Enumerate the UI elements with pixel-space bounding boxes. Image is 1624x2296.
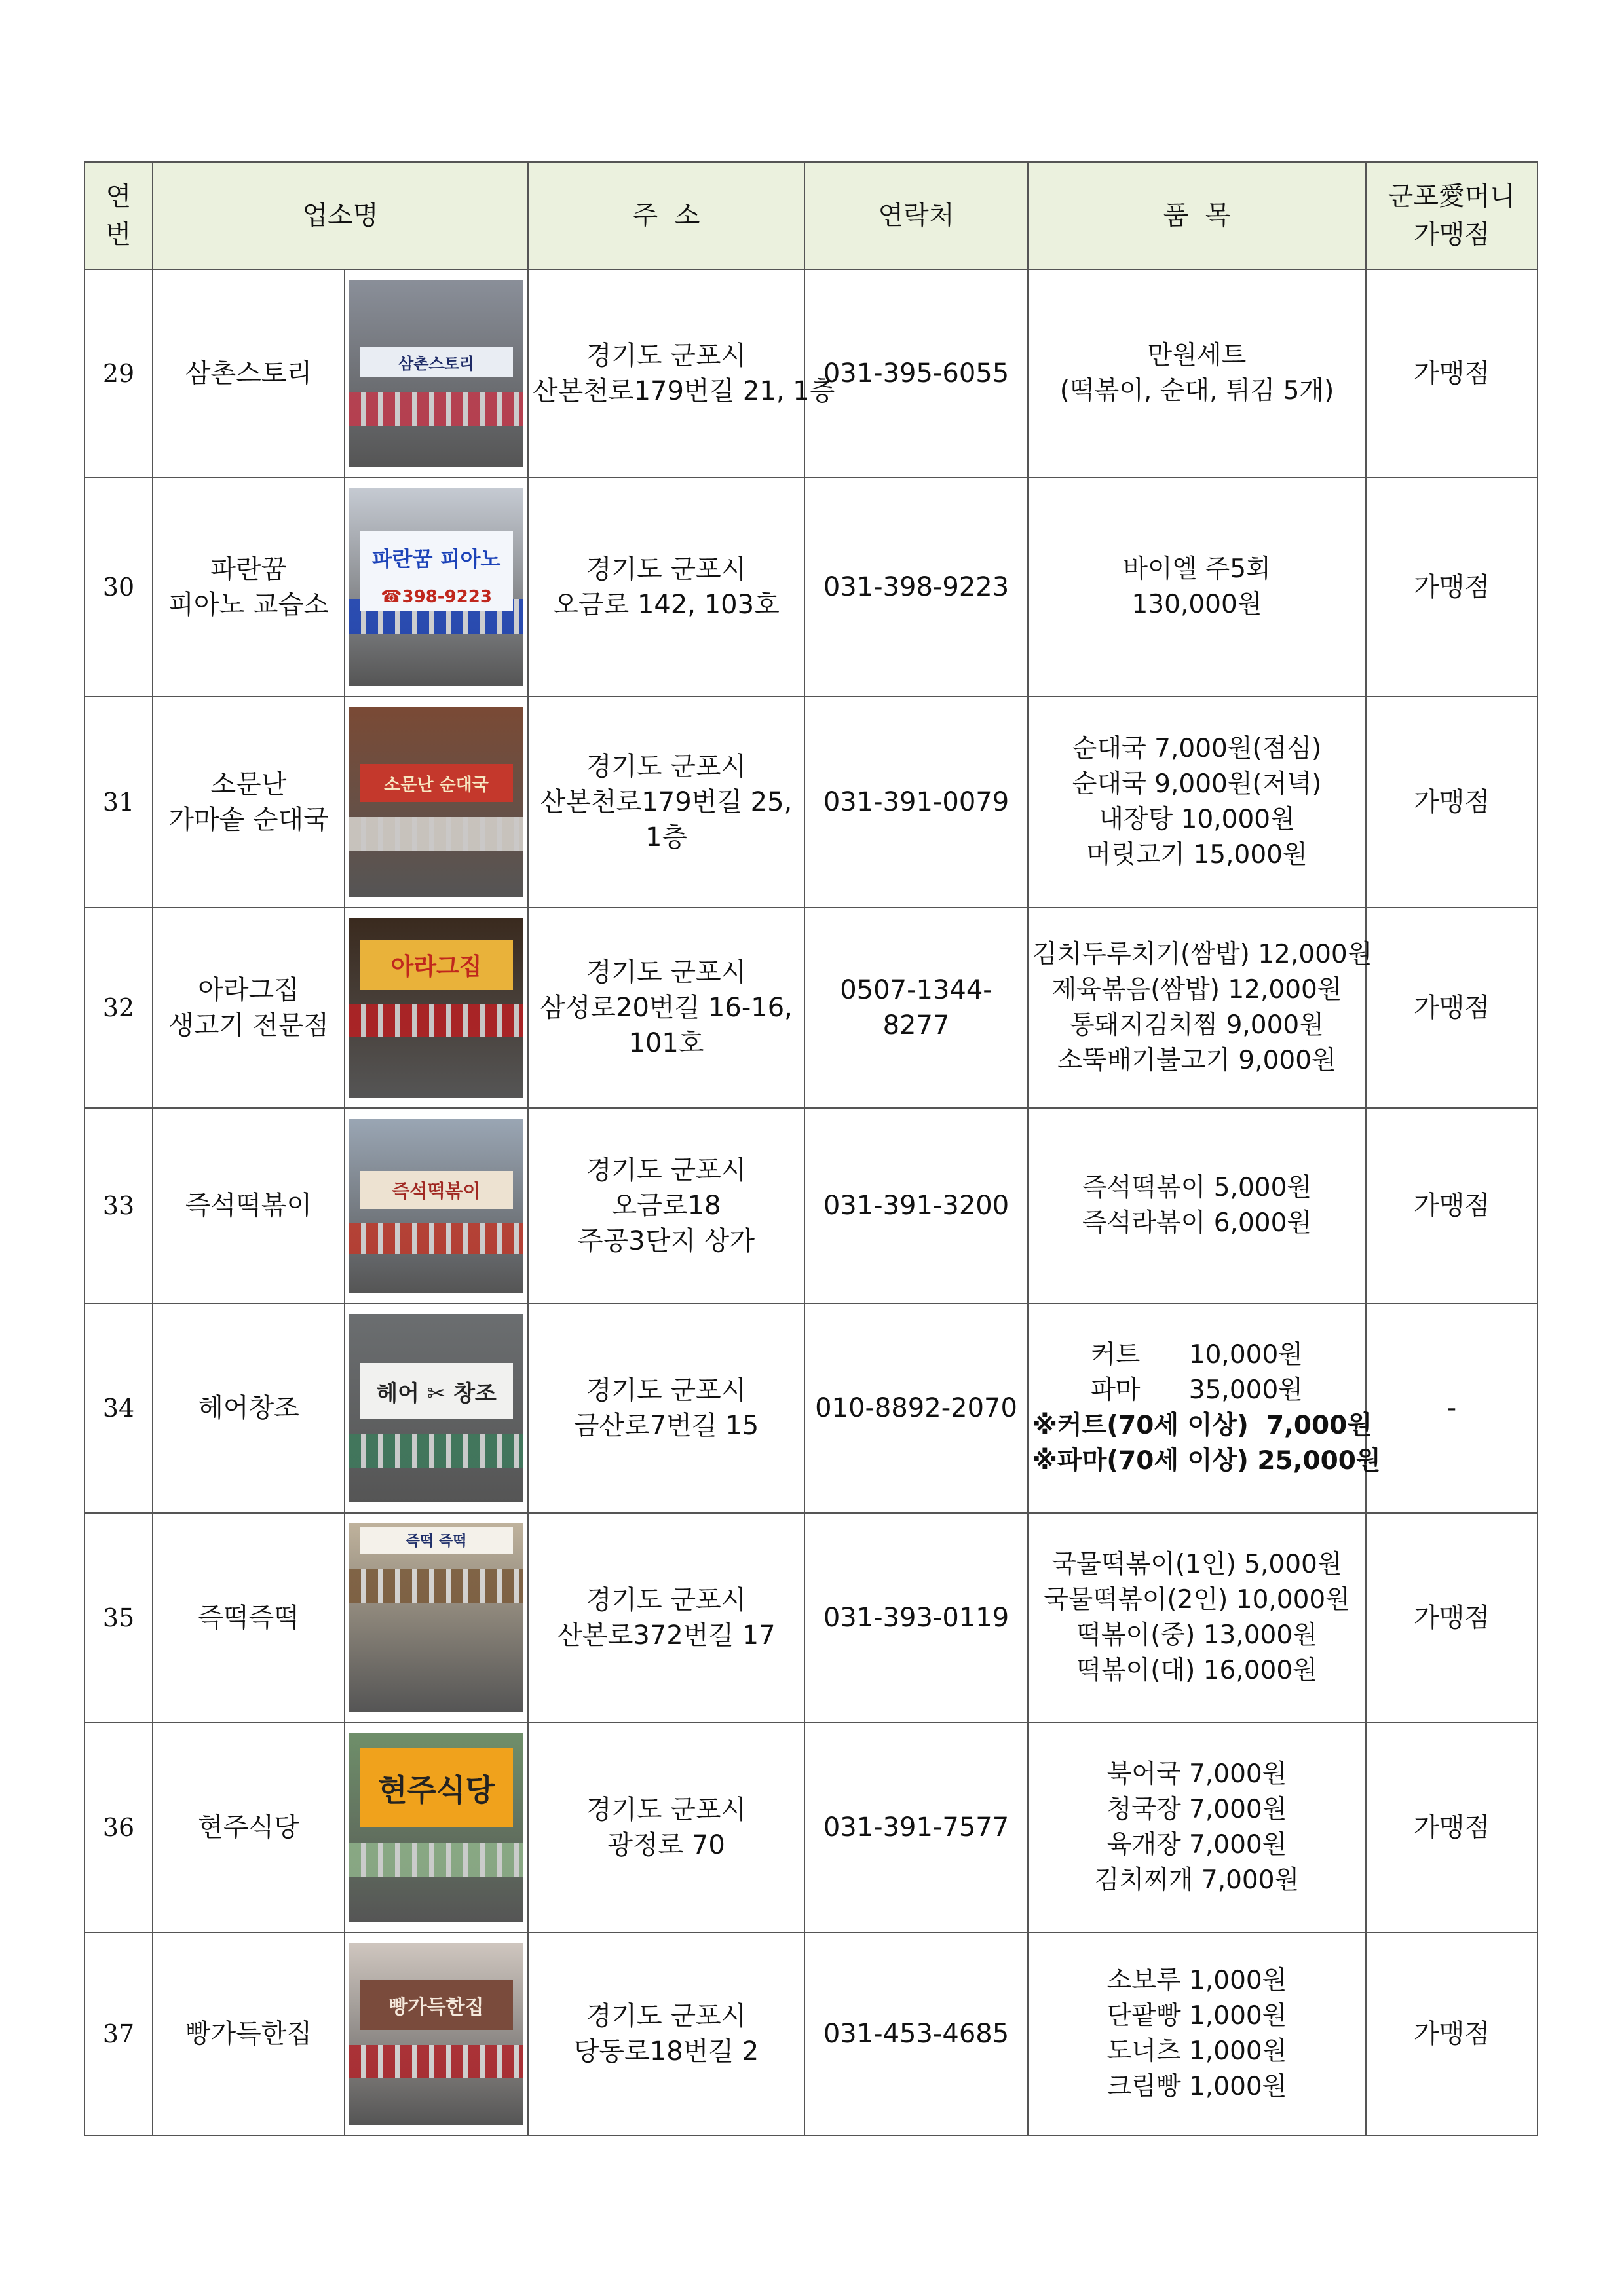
- store-photo: [349, 1119, 523, 1293]
- store-items: [1028, 908, 1372, 1108]
- photo-signboard: 아라그집: [360, 940, 513, 990]
- photo-window-strip: [349, 392, 523, 426]
- store-name-line: 헤어창조: [198, 1393, 299, 1423]
- store-photo-cell: [345, 1723, 528, 1932]
- row-number: 30: [85, 478, 153, 697]
- store-photo: [349, 280, 523, 467]
- item-line: 북어국 7,000원: [1106, 1759, 1287, 1789]
- address-line: 광정로 70: [607, 1830, 725, 1860]
- store-name: [153, 1108, 345, 1303]
- store-name-line: 삼촌스토리: [185, 358, 312, 389]
- store-name-line: 즉석떡볶이: [185, 1191, 312, 1221]
- header-no: [85, 162, 153, 269]
- member-status: 가맹점: [1366, 1723, 1538, 1932]
- store-items: [1028, 1723, 1366, 1932]
- address-line: 경기도 군포시: [586, 1375, 747, 1406]
- item-line: 소보루 1,000원: [1106, 1966, 1287, 1995]
- store-name-line: 소문난: [210, 769, 287, 799]
- address-line: 삼성로20번길 16-16,: [540, 993, 793, 1023]
- address-line: 경기도 군포시: [586, 1155, 747, 1185]
- address-line: 산본로372번길 17: [557, 1620, 776, 1651]
- store-name: [153, 1723, 345, 1932]
- item-line: 소뚝배기불고기 9,000원: [1057, 1046, 1336, 1075]
- store-address: [528, 1932, 804, 2135]
- header-no-line1: 연: [105, 182, 132, 212]
- store-contact: 031-393-0119: [804, 1513, 1028, 1723]
- address-line: 산본천로179번길 25,: [540, 787, 793, 817]
- store-address: [528, 478, 804, 697]
- photo-signboard: 즉떡 즉떡: [360, 1527, 513, 1554]
- header-no-line2: 번: [105, 220, 132, 250]
- photo-signboard: 삼촌스토리: [360, 347, 513, 377]
- item-line: 파마 35,000원: [1091, 1375, 1303, 1405]
- store-photo: [349, 707, 523, 897]
- item-line: 내장탕 10,000원: [1099, 805, 1295, 834]
- member-status: -: [1366, 1303, 1538, 1513]
- item-line: ※커트(70세 이상) 7,000원: [1032, 1411, 1372, 1440]
- store-photo: [349, 488, 523, 686]
- photo-window-strip: [349, 2045, 523, 2078]
- photo-window-strip: [349, 1569, 523, 1603]
- store-items: [1028, 697, 1366, 908]
- store-photo: [349, 1733, 523, 1922]
- address-line: 경기도 군포시: [586, 554, 747, 584]
- photo-window-strip: [349, 1843, 523, 1877]
- address-line: 경기도 군포시: [586, 752, 747, 782]
- address-line: 당동로18번길 2: [573, 2037, 759, 2067]
- store-name: [153, 269, 345, 478]
- store-name-line: 즉떡즉떡: [198, 1603, 299, 1633]
- store-photo: [349, 1523, 523, 1712]
- header-contact: 연락처: [804, 162, 1028, 269]
- row-number: 33: [85, 1108, 153, 1303]
- store-address: [528, 1513, 804, 1723]
- address-line: 경기도 군포시: [586, 1795, 747, 1825]
- store-contact: 031-391-7577: [804, 1723, 1028, 1932]
- address-line: 경기도 군포시: [586, 957, 747, 987]
- member-status: 가맹점: [1366, 478, 1538, 697]
- store-photo-cell: [345, 1513, 528, 1723]
- store-contact: 031-453-4685: [804, 1932, 1028, 2135]
- member-status: 가맹점: [1366, 269, 1538, 478]
- header-member-line2: 가맹점: [1414, 220, 1490, 250]
- item-line: 통돼지김치찜 9,000원: [1070, 1010, 1324, 1040]
- store-name-line: 빵가득한집: [185, 2019, 312, 2049]
- table-row: [85, 478, 1538, 697]
- member-status: 가맹점: [1366, 908, 1538, 1108]
- store-address: [528, 908, 804, 1108]
- photo-window-strip: [349, 817, 523, 851]
- store-list-table: [84, 161, 1538, 2136]
- store-photo: [349, 1943, 523, 2125]
- member-status: 가맹점: [1366, 1932, 1538, 2135]
- row-number: 29: [85, 269, 153, 478]
- store-address: [528, 1108, 804, 1303]
- store-address: [528, 697, 804, 908]
- store-address: [528, 1303, 804, 1513]
- item-line: 제육볶음(쌈밥) 12,000원: [1051, 975, 1342, 1004]
- store-name-line: 아라그집: [198, 975, 299, 1005]
- store-name-line: 생고기 전문점: [168, 1010, 329, 1041]
- store-name-line: 파란꿈: [210, 554, 287, 584]
- store-photo-cell: [345, 1108, 528, 1303]
- item-line: 크림빵 1,000원: [1106, 2072, 1287, 2101]
- store-photo-cell: [345, 697, 528, 908]
- store-name: [153, 1303, 345, 1513]
- store-name: [153, 1513, 345, 1723]
- address-line: 1층: [645, 822, 688, 852]
- store-items: [1028, 478, 1366, 697]
- address-line: 오금로18: [611, 1191, 721, 1221]
- address-line: 오금로 142, 103호: [553, 590, 780, 620]
- store-address: [528, 1723, 804, 1932]
- photo-window-strip: [349, 1223, 523, 1255]
- address-line: 경기도 군포시: [586, 341, 747, 371]
- photo-signboard: 소문난 순대국: [360, 764, 513, 802]
- member-status: 가맹점: [1366, 1108, 1538, 1303]
- photo-window-strip: [349, 1004, 523, 1037]
- store-items: [1028, 1303, 1381, 1513]
- address-line: 주공3단지 상가: [578, 1226, 755, 1256]
- item-line: 떡볶이(중) 13,000원: [1076, 1620, 1317, 1650]
- photo-signboard: 현주식당: [360, 1748, 513, 1827]
- address-line: 경기도 군포시: [586, 1585, 747, 1615]
- header-member-line1: 군포愛머니: [1388, 182, 1516, 212]
- address-line: 산본천로179번길 21, 1층: [533, 376, 835, 406]
- item-line: 청국장 7,000원: [1106, 1795, 1287, 1824]
- store-items: [1028, 269, 1366, 478]
- table-row: [85, 1108, 1538, 1303]
- item-line: 김치찌개 7,000원: [1094, 1866, 1300, 1895]
- store-name: [153, 1932, 345, 2135]
- row-number: 37: [85, 1932, 153, 2135]
- table-row: [85, 697, 1538, 908]
- item-line: 130,000원: [1131, 590, 1262, 619]
- photo-signboard: 헤어 ✂ 창조: [360, 1363, 513, 1419]
- store-photo-cell: [345, 1303, 528, 1513]
- header-name: 업소명: [153, 162, 528, 269]
- store-photo-cell: [345, 478, 528, 697]
- item-line: 단팥빵 1,000원: [1106, 2001, 1287, 2031]
- store-name-line: 가마솥 순대국: [168, 805, 329, 835]
- member-status: 가맹점: [1366, 697, 1538, 908]
- store-photo: [349, 918, 523, 1098]
- row-number: 35: [85, 1513, 153, 1723]
- item-line: 즉석떡볶이 5,000원: [1082, 1173, 1312, 1202]
- item-line: 김치두루치기(쌈밥) 12,000원: [1032, 940, 1372, 969]
- table-row: [85, 908, 1538, 1108]
- item-line: 바이엘 주5회: [1123, 554, 1271, 584]
- store-name: [153, 697, 345, 908]
- item-line: 떡볶이(대) 16,000원: [1076, 1656, 1317, 1685]
- store-photo-cell: [345, 269, 528, 478]
- item-line: 순대국 7,000원(점심): [1072, 734, 1322, 763]
- store-contact: 0507-1344-8277: [804, 908, 1028, 1108]
- photo-window-strip: [349, 1434, 523, 1468]
- photo-sign-phone: ☎398-9223: [360, 583, 513, 611]
- header-items: 품 목: [1028, 162, 1366, 269]
- row-number: 31: [85, 697, 153, 908]
- address-line: 101호: [628, 1028, 704, 1058]
- item-line: 국물떡볶이(2인) 10,000원: [1044, 1585, 1350, 1615]
- address-line: 금산로7번길 15: [573, 1411, 759, 1441]
- store-photo: [349, 1314, 523, 1502]
- store-address: [528, 269, 835, 478]
- table-row: [85, 1303, 1538, 1513]
- item-line: 순대국 9,000원(저녁): [1072, 769, 1322, 799]
- row-number: 34: [85, 1303, 153, 1513]
- item-line: 육개장 7,000원: [1106, 1830, 1287, 1860]
- header-row: [85, 162, 1538, 269]
- store-photo-cell: [345, 1932, 528, 2135]
- photo-signboard: 즉석떡볶이: [360, 1171, 513, 1210]
- item-line: ※파마(70세 이상) 25,000원: [1032, 1446, 1381, 1476]
- store-name-line: 현주식당: [198, 1812, 299, 1843]
- item-line: 국물떡볶이(1인) 5,000원: [1051, 1550, 1342, 1579]
- table-row: [85, 1723, 1538, 1932]
- store-name: [153, 478, 345, 697]
- item-line: 도너츠 1,000원: [1106, 2037, 1287, 2066]
- store-contact: 031-395-6055: [804, 269, 1028, 478]
- item-line: 즉석라볶이 6,000원: [1082, 1208, 1312, 1238]
- store-items: [1028, 1513, 1366, 1723]
- store-contact: 031-398-9223: [804, 478, 1028, 697]
- row-number: 32: [85, 908, 153, 1108]
- header-member: [1366, 162, 1538, 269]
- photo-signboard: 파란꿈 피아노: [360, 531, 513, 583]
- store-items: [1028, 1932, 1366, 2135]
- row-number: 36: [85, 1723, 153, 1932]
- table-row: [85, 269, 1538, 478]
- header-address: 주 소: [528, 162, 804, 269]
- member-status: 가맹점: [1366, 1513, 1538, 1723]
- address-line: 경기도 군포시: [586, 2001, 747, 2031]
- item-line: (떡볶이, 순대, 튀김 5개): [1059, 376, 1334, 406]
- photo-signboard: 빵가득한집: [360, 1980, 513, 2031]
- store-name: [153, 908, 345, 1108]
- store-contact: 010-8892-2070: [804, 1303, 1028, 1513]
- item-line: 머릿고기 15,000원: [1086, 840, 1308, 870]
- store-contact: 031-391-0079: [804, 697, 1028, 908]
- store-name-line: 피아노 교습소: [168, 590, 329, 620]
- item-line: 커트 10,000원: [1091, 1340, 1303, 1369]
- item-line: 만원세트: [1147, 341, 1247, 370]
- store-items: [1028, 1108, 1366, 1303]
- table-row: [85, 1513, 1538, 1723]
- table-row: [85, 1932, 1538, 2135]
- store-photo-cell: [345, 908, 528, 1108]
- store-contact: 031-391-3200: [804, 1108, 1028, 1303]
